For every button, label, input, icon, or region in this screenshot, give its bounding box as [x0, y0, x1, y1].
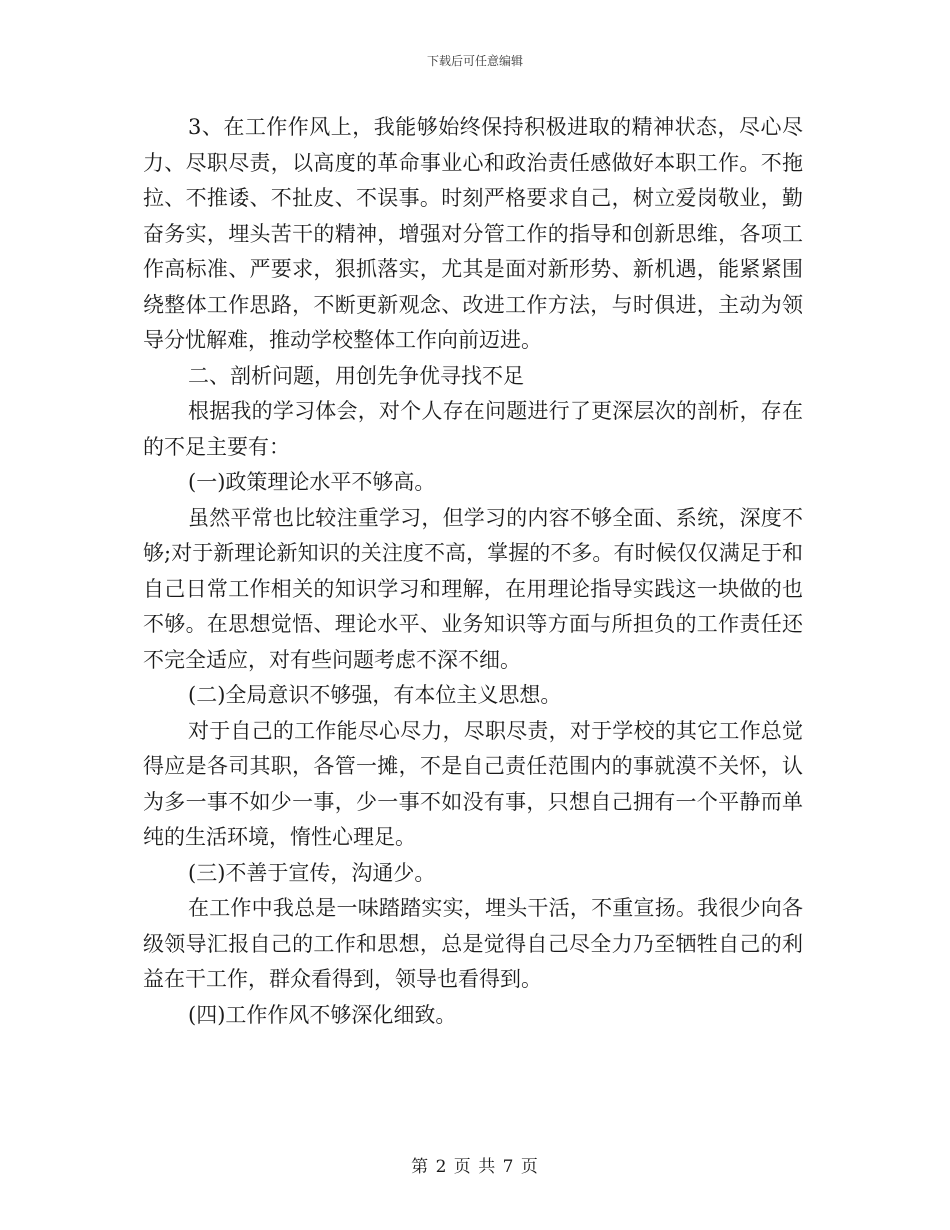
paragraph-intro: 根据我的学习体会，对个人存在问题进行了更深层次的剖析，存在的不足主要有： [143, 399, 803, 459]
subheading-work-style-depth: (四)工作作风不够深化细致。 [188, 1002, 457, 1027]
page-number: 第 2 页 共 7 页 [411, 1157, 539, 1177]
paragraph-work-style: 3、在工作作风上，我能够始终保持积极进取的精神状态，尽心尽力、尽职尽责，以高度的革命事业心和政治责任感做好本职工作。不拖拉、不推诿、不扯皮、不误事。时刻严格要求自己，树立爱岗敬业，勤奋务实，埋头苦干的精神，增强对分管工作的指导和创新思维，各项工作高标准、严要求，狠抓落实，尤其是面对新形势、新机遇，能紧紧围绕整体工作思路，不断更新观念、改进工作方法，与时俱进，主动为领导分忧解难，推动学校整体工作向前迈进。 [143, 115, 803, 352]
paragraph-policy-theory: 虽然平常也比较注重学习，但学习的内容不够全面、系统，深度不够;对于新理论新知识的关注度不高，掌握的不多。有时候仅仅满足于和自己日常工作相关的知识学习和理解，在用理论指导实践这一块做的也不够。在思想觉悟、理论水平、业务知识等方面与所担负的工作责任还不完全适应，对有些问题考虑不深不细。 [143, 505, 803, 672]
subheading-communication: (三)不善于宣传，沟通少。 [188, 860, 436, 885]
paragraph-overall-awareness: 对于自己的工作能尽心尽力，尽职尽责，对于学校的其它工作总觉得应是各司其职，各管一摊，不是自己责任范围内的事就漠不关怀，认为多一事不如少一事，少一事不如没有事，只想自己拥有一个平静而单纯的生活环境，惰性心理足。 [143, 718, 803, 849]
paragraph-communication: 在工作中我总是一味踏踏实实，埋头干活，不重宣扬。我很少向各级领导汇报自己的工作和思想，总是觉得自己尽全力乃至牺牲自己的利益在干工作，群众看得到，领导也看得到。 [143, 896, 803, 991]
section-heading-analysis: 二、剖析问题，用创先争优寻找不足 [188, 363, 524, 388]
subheading-policy-theory: (一)政策理论水平不够高。 [188, 470, 436, 494]
page-header: 下载后可任意编辑 [426, 54, 523, 68]
subheading-overall-awareness: (二)全局意识不够强，有本位主义思想。 [188, 683, 562, 707]
document-body [143, 110, 803, 1033]
